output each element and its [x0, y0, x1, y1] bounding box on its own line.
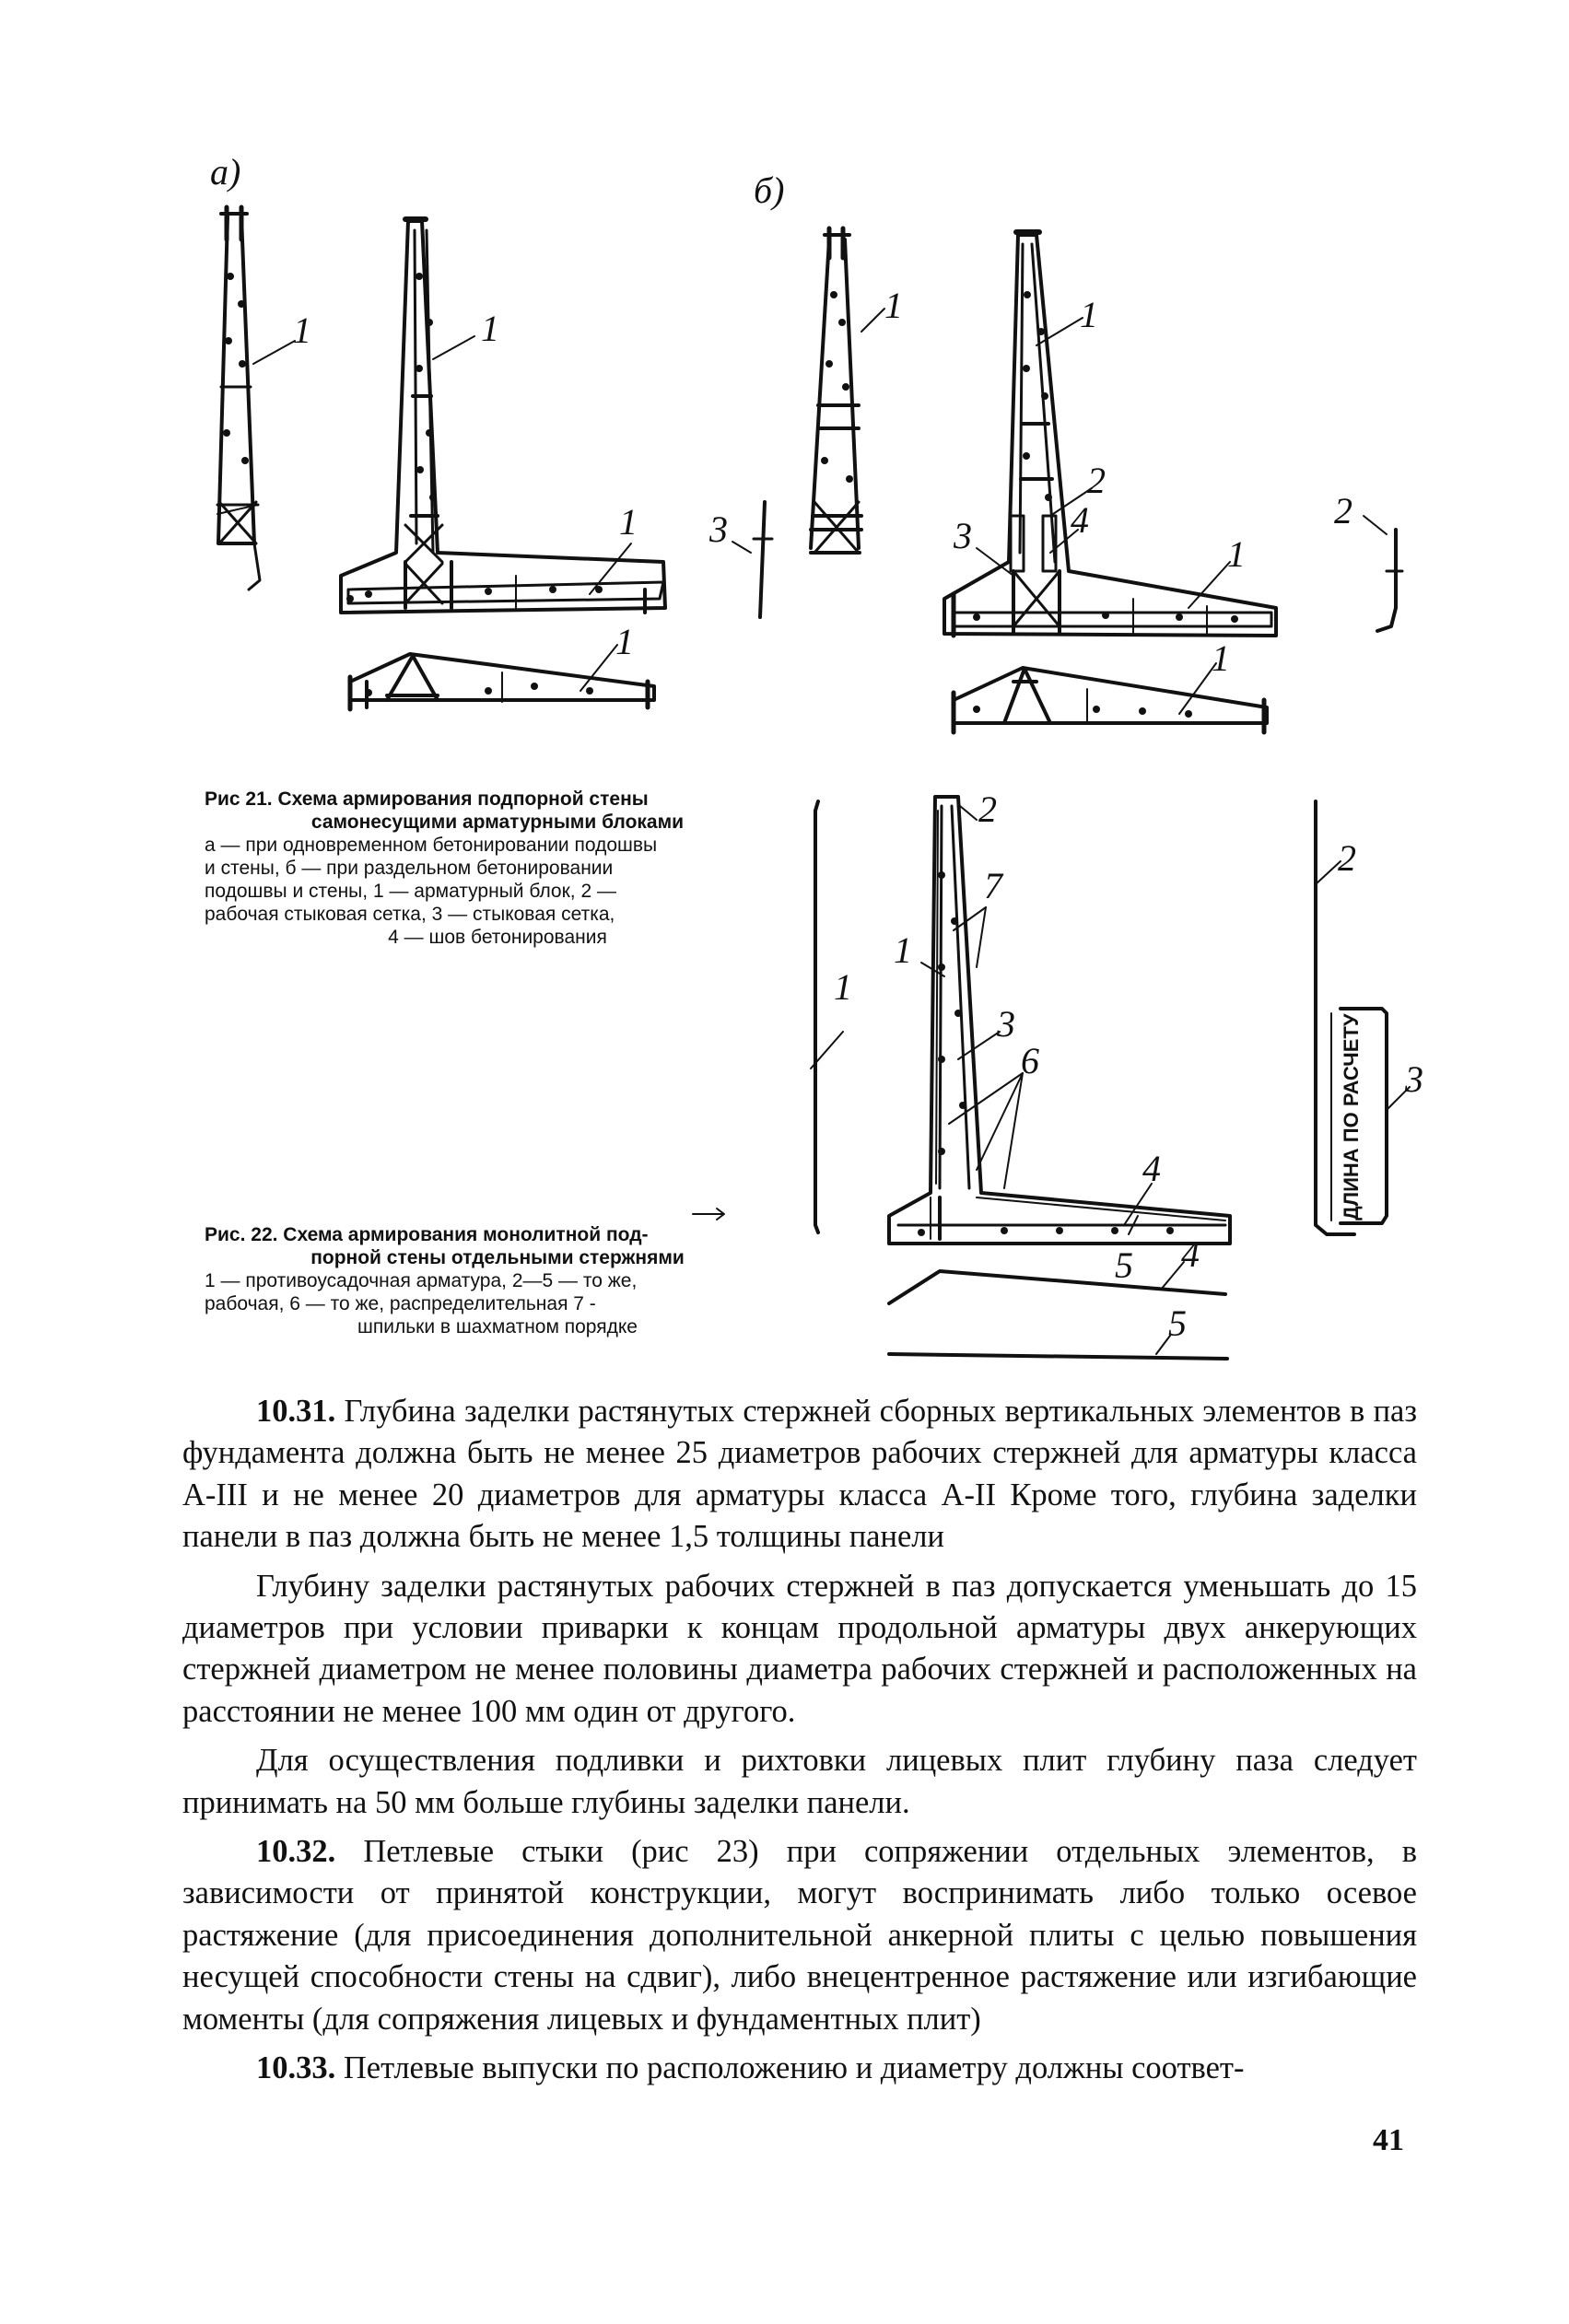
length-by-calculation-label: ДЛИНА ПО РАСЧЕТУ	[1340, 1013, 1363, 1220]
fig21b-label: б)	[754, 169, 785, 211]
fig22-bar-callout-4: 4	[1181, 1233, 1200, 1275]
fig22-caption-line-1: 1 — противоусадочная арматура, 2—5 — то же,	[205, 1270, 638, 1291]
body-text	[182, 1391, 1417, 2097]
fig21-caption-line-2: и стены, б — при раздельном бетонировании	[205, 858, 614, 879]
fig22-caption-title-2: порной стены отдельными стержнями	[310, 1247, 685, 1268]
fig21a-label: а)	[210, 151, 241, 193]
paragraph-number: 10.32.	[256, 1834, 336, 1870]
fig21b-base-callout-1: 1	[1212, 637, 1230, 679]
fig21b-standalone-block	[811, 228, 861, 553]
paragraph-text: Глубина заделки растянутых стержней сборных вертикальных элементов в паз фундамента должна быть не менее 25 диаметров рабочих стержней для арматуры класса А-III и не менее 20 диаметров для арматуры класса А-II Кроме того, глубина заделки панели в паз должна быть не менее 1,5 толщины панели	[182, 1394, 1418, 1555]
page-number: 41	[1373, 2123, 1404, 2157]
fig21b-drawing	[754, 169, 1402, 732]
paragraph-text: Петлевые выпуски по расположению и диаметру должны соответ-	[343, 2050, 1245, 2086]
fig21-caption-title-1: Рис 21. Схема армирования подпорной стены	[205, 788, 649, 810]
fig21a-drawing	[210, 151, 772, 709]
fig21b-wall	[944, 232, 1276, 636]
fig21-caption-line-1: а — при одновременном бетонировании подошвы	[205, 835, 658, 856]
fig21b-rebar-callout-2: 2	[1334, 490, 1352, 531]
fig21a-base-block	[350, 654, 654, 709]
fig21a-wall-callout-1: 1	[481, 308, 499, 349]
fig21a-standalone-block	[217, 207, 260, 590]
fig21-caption-title-2: самонесущими арматурными блоками	[310, 812, 685, 833]
fig21a-base-callout-1: 1	[615, 621, 634, 662]
arrow-icon	[693, 1209, 724, 1220]
paragraph-text: Глубину заделки растянутых рабочих стержней в паз допускается уменьшать до 15 диаметров при условии приварки к концам продольной арматуры двух анкерующих стержней диаметром не менее половины диаметра рабочих стержней и расположенных на расстоянии не менее 100 мм один от другого.	[182, 1568, 1417, 1729]
fig22-caption-line-3: шпильки в шахматном порядке	[357, 1316, 638, 1337]
fig22-rebar-callout-1: 1	[834, 966, 852, 1008]
fig22-wall-callout-1: 1	[894, 929, 912, 971]
fig21a-sole-callout-1: 1	[619, 501, 638, 543]
paragraph-text: Петлевые стыки (рис 23) при сопряжении отдельных элементов, в зависимости от принятой конструкции, могут воспринимать либо только осевое растяжение (для присоединения дополнительной анкерной плиты с целью повышения несущей способности стены на сдвиг), либо внецентренное растяжение или изгибающие моменты (для сопряжения лицевых и фундаментных плит)	[182, 1834, 1418, 2037]
paragraph-10-32	[182, 1831, 1417, 2040]
fig21a-rebar-3	[754, 502, 772, 617]
fig21b-callout-1: 1	[884, 285, 903, 326]
fig22-caption-title-1: Рис. 22. Схема армирования монолитной под-	[205, 1224, 649, 1245]
fig22-callout-5: 5	[1115, 1244, 1133, 1286]
fig22-caption	[205, 1223, 790, 1338]
paragraph-10-31-cont-2	[182, 1740, 1417, 1824]
fig22-drawing	[693, 788, 1423, 1359]
paragraph-10-33	[182, 2048, 1417, 2089]
fig21-caption-line-3: подошвы и стены, 1 — арматурный блок, 2 —	[205, 881, 616, 902]
fig22-bar-5	[889, 1354, 1227, 1359]
fig21a-callout-3: 3	[709, 508, 728, 550]
fig21-caption-line-4: рабочая стыковая сетка, 3 — стыковая сетка,	[205, 904, 615, 925]
fig21b-wall-callout-1: 1	[1080, 294, 1098, 335]
fig21b-callout-2: 2	[1087, 460, 1106, 501]
fig22-callout-3: 3	[997, 1003, 1015, 1045]
fig22-bar-callout-5: 5	[1168, 1302, 1187, 1344]
fig22-callout-7: 7	[984, 865, 1002, 906]
fig22-bar-4	[889, 1271, 1225, 1303]
fig22-callout-6: 6	[1021, 1040, 1039, 1081]
fig22-wall	[889, 797, 1230, 1244]
fig22-callout-2: 2	[978, 788, 997, 830]
fig21-caption-line-5: 4 — шов бетонирования	[388, 927, 607, 948]
fig21b-rebar-2	[1377, 530, 1402, 631]
paragraph-10-31-cont-1	[182, 1566, 1417, 1734]
paragraph-number: 10.33.	[256, 2050, 336, 2086]
paragraph-text: Для осуществления подливки и рихтовки лицевых плит глубину паза следует принимать на 50 мм больше глубины заделки панели.	[182, 1743, 1417, 1820]
fig21-caption	[205, 788, 790, 949]
fig21b-callout-4: 4	[1071, 499, 1089, 541]
fig22-rebar-callout-3: 3	[1405, 1058, 1423, 1100]
fig21a-callout-1: 1	[293, 309, 311, 351]
fig22-rebar-callout-2: 2	[1338, 837, 1356, 879]
fig21b-sole-callout-1: 1	[1227, 533, 1246, 575]
paragraph-number: 10.31.	[256, 1394, 336, 1429]
fig22-caption-line-2: рабочая, 6 — то же, распределительная 7 -	[205, 1293, 596, 1314]
fig21a-wall	[341, 219, 665, 613]
fig22-callout-4: 4	[1142, 1148, 1161, 1189]
fig22-rebar-1	[815, 801, 818, 1232]
fig21b-callout-3: 3	[954, 515, 972, 556]
paragraph-10-31	[182, 1391, 1417, 1559]
